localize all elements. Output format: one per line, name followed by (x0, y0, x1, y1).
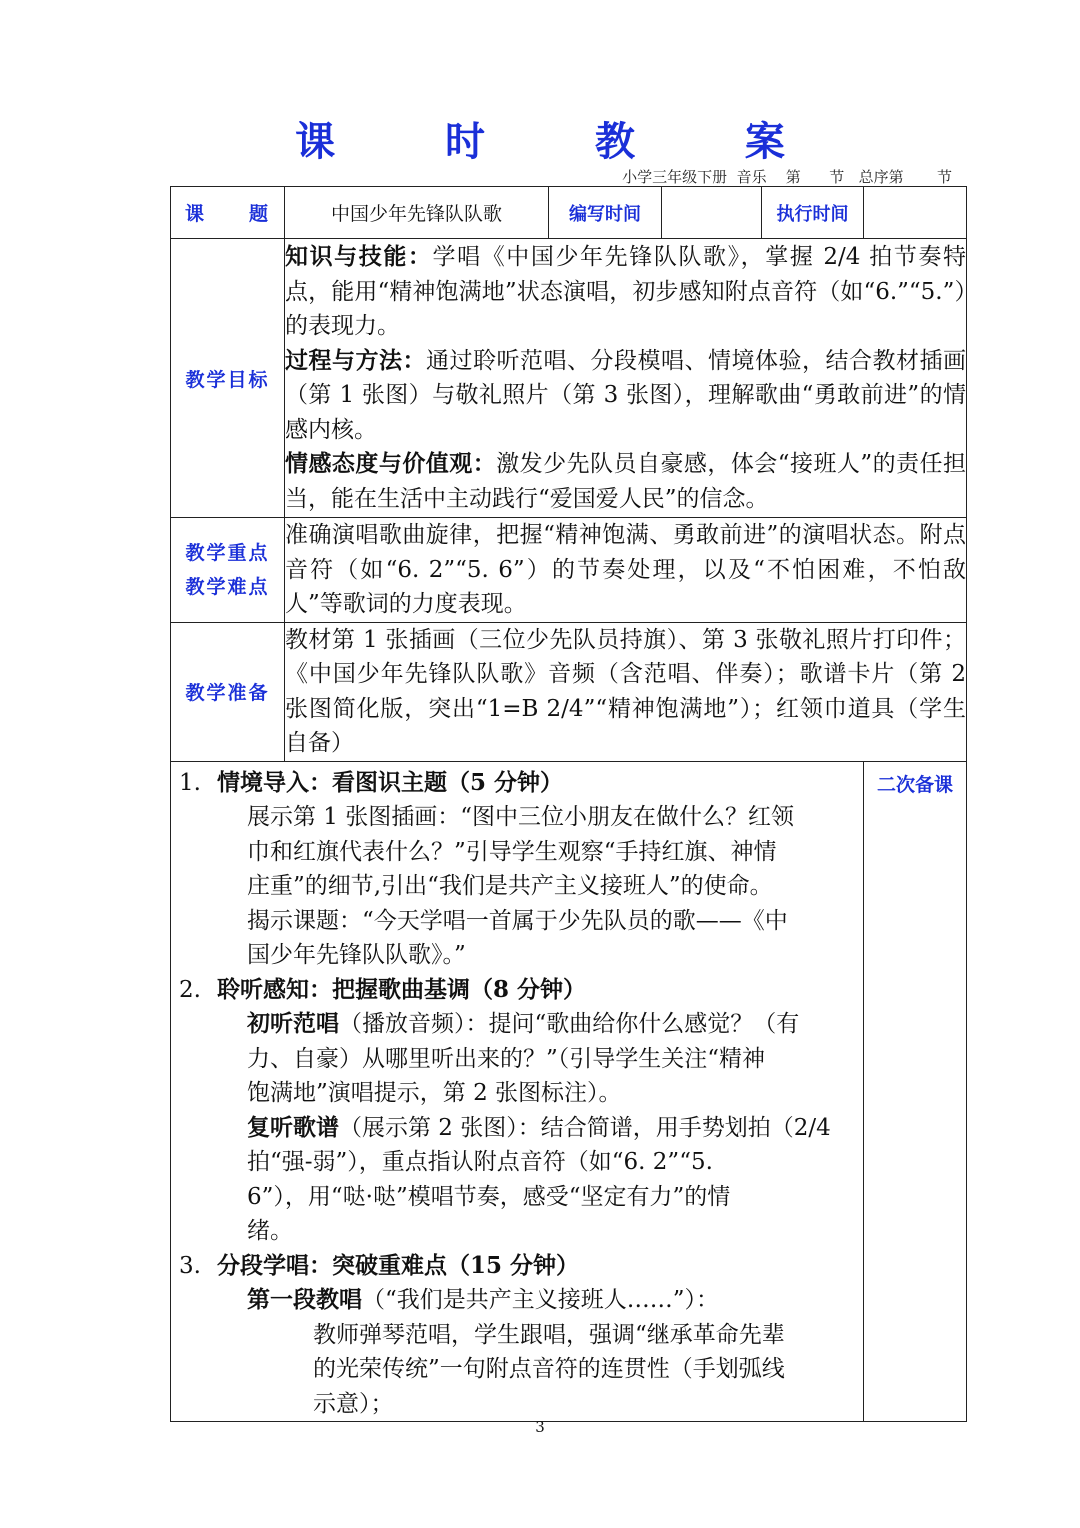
objective-knowledge: 知识与技能：学唱《中国少年先锋队队歌》，掌握 2/4 拍节奏特点，能用“精神饱满地”状态演唱，初步感知附点音符（如“6.”“5.”）的表现力。 (285, 243, 967, 339)
topic-row (171, 187, 967, 239)
section-1-heading: 1. 情境导入：看图识主题（5 分钟） (179, 768, 564, 796)
prep-content: 教材第 1 张插画（三位少先队员持旗）、第 3 张敬礼照片打印件；《中国少年先锋队队歌》音频（含范唱、伴奏）；歌谱卡片（第 2 张图简化版，突出“1=B 2/4”“精神饱满地”）；红领巾道具（学生自备） (285, 622, 967, 761)
difficulty-label: 教学难点 (185, 575, 270, 598)
keypoints-row (171, 518, 967, 623)
topic-label (171, 187, 285, 239)
section-2-line: 复听歌谱（展示第 2 张图）：结合简谱，用手势划拍（2/4 (247, 1113, 831, 1141)
section-2-line: 初听范唱（播放音频）：提问“歌曲给你什么感觉？（有 (247, 1010, 800, 1037)
course-info: 小学三年级下册 音乐 第 节 总序第 节 (622, 168, 952, 186)
process-row (171, 761, 967, 1422)
page-title: 课 时 教 案 (295, 118, 833, 165)
objectives-label: 教学目标 (171, 239, 285, 518)
section-1-line: 展示第 1 张图插画：“图中三位小朋友在做什么？红领 (247, 804, 795, 830)
section-2-line: 饱满地”演唱提示，第 2 张图标注）。 (247, 1080, 622, 1106)
exec-time-value (864, 187, 967, 239)
section-2-heading: 2. 聆听感知：把握歌曲基调（8 分钟） (179, 975, 587, 1003)
section-2-line: 绪。 (247, 1218, 293, 1244)
section-3-line: 示意）； (313, 1390, 394, 1417)
keypoint-label: 教学重点 (185, 541, 270, 564)
topic-label-char-2: 题 (248, 203, 270, 225)
section-3-line: 教师弹琴范唱，学生跟唱，强调“继承革命先辈 (313, 1321, 785, 1348)
objectives-content (285, 239, 967, 518)
section-3-line: 的光荣传统”一句附点音符的连贯性（手划弧线 (313, 1356, 785, 1382)
keypoints-label (171, 518, 285, 623)
section-1-line: 揭示课题：“今天学唱一首属于少先队员的歌——《中 (247, 907, 788, 934)
section-1-line: 庄重”的细节,引出“我们是共产主义接班人”的使命。 (247, 873, 773, 899)
process-content (171, 761, 864, 1422)
topic-value: 中国少年先锋队队歌 (285, 187, 549, 239)
objective-process: 过程与方法：通过聆听范唱、分段模唱、情境体验，结合教材插画（第 1 张图）与敬礼照片（第 3 张图），理解歌曲“勇敢前进”的情感内核。 (285, 346, 966, 443)
section-2-line: 拍“强-弱”），重点指认附点音符（如“6. 2”“5. (247, 1149, 713, 1175)
section-2-line: 力、自豪）从哪里听出来的？”（引导学生关注“精神 (247, 1045, 766, 1072)
section-3-line: 第一段教唱（“我们是共产主义接班人……”）： (247, 1286, 720, 1313)
objectives-row (171, 239, 967, 518)
section-1-line: 巾和红旗代表什么？”引导学生观察“手持红旗、神情 (247, 838, 777, 865)
prep-row (171, 622, 967, 761)
lesson-plan-table (170, 186, 967, 1422)
section-1-line: 国少年先锋队队歌》。” (247, 942, 466, 968)
write-time-label: 编写时间 (549, 187, 662, 239)
page-number: 3 (535, 1418, 545, 1436)
secondary-prep-label: 二次备课 (864, 761, 967, 1422)
topic-label-char-1: 课 (185, 203, 207, 225)
keypoints-content: 准确演唱歌曲旋律，把握“精神饱满、勇敢前进”的演唱状态。附点音符（如“6. 2”“5. 6”）的节奏处理，以及“不怕困难，不怕敌人”等歌词的力度表现。 (285, 518, 967, 623)
objective-emotion: 情感态度与价值观：激发少先队员自豪感，体会“接班人”的责任担当，能在生活中主动践行“爱国爱人民”的信念。 (285, 450, 966, 512)
exec-time-label: 执行时间 (762, 187, 864, 239)
prep-label: 教学准备 (171, 622, 285, 761)
write-time-value (662, 187, 762, 239)
section-2-line: 6”），用“哒·哒”模唱节奏，感受“坚定有力”的情 (247, 1183, 731, 1210)
section-3-heading: 3. 分段学唱：突破重难点（15 分钟） (179, 1251, 580, 1279)
